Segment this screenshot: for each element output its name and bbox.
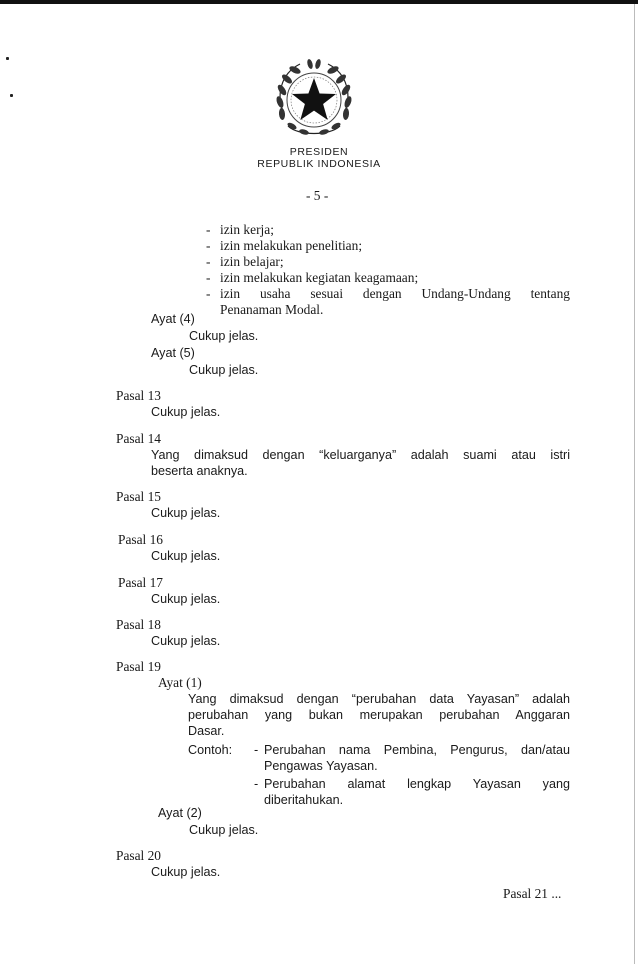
pasal-14-text-continuation: beserta anaknya. xyxy=(151,464,248,478)
list-item: izin kerja; xyxy=(220,222,274,237)
contoh-bullet: - xyxy=(254,777,259,791)
pasal-20-text: Cukup jelas. xyxy=(151,865,221,879)
contoh-label: Contoh: xyxy=(188,743,233,757)
pasal-20-heading: Pasal 20 xyxy=(116,848,162,863)
list-bullet: - xyxy=(206,254,211,269)
pasal-19-ayat-1-text: Yang dimaksud dengan “perubahan data Yayasan” adalah xyxy=(188,692,570,706)
list-bullet: - xyxy=(206,286,211,301)
ayat-5-text: Cukup jelas. xyxy=(189,363,259,377)
pasal-14-text: Yang dimaksud dengan “keluarganya” adalah suami atau istri xyxy=(151,448,570,462)
list-item: izin belajar; xyxy=(220,254,284,269)
contoh-item: Perubahan nama Pembina, Pengurus, dan/atau xyxy=(264,743,570,757)
next-page-catchword: Pasal 21 ... xyxy=(503,886,562,901)
list-bullet: - xyxy=(206,270,211,285)
pasal-18-text: Cukup jelas. xyxy=(151,634,221,648)
pasal-17-heading: Pasal 17 xyxy=(118,575,164,590)
contoh-item: Perubahan alamat lengkap Yayasan yang xyxy=(264,777,570,791)
pasal-16-heading: Pasal 16 xyxy=(118,532,164,547)
list-item: izin melakukan penelitian; xyxy=(220,238,363,253)
pasal-19-ayat-1-label: Ayat (1) xyxy=(158,675,202,690)
margin-mark xyxy=(6,57,9,60)
pasal-19-ayat-2-text: Cukup jelas. xyxy=(189,823,259,837)
pasal-13-heading: Pasal 13 xyxy=(116,388,162,403)
ayat-4-text: Cukup jelas. xyxy=(189,329,259,343)
pasal-18-heading: Pasal 18 xyxy=(116,617,162,632)
page-number: - 5 - xyxy=(306,188,329,203)
list-item: izin melakukan kegiatan keagamaan; xyxy=(220,270,419,285)
pasal-15-heading: Pasal 15 xyxy=(116,489,162,504)
contoh-bullet: - xyxy=(254,743,259,757)
pasal-19-ayat-1-text: Dasar. xyxy=(188,724,225,738)
list-bullet: - xyxy=(206,238,211,253)
top-border-line xyxy=(0,0,638,4)
header-subtitle: REPUBLIK INDONESIA xyxy=(257,158,381,170)
presidential-emblem xyxy=(270,56,358,142)
pasal-14-heading: Pasal 14 xyxy=(116,431,162,446)
list-item-continuation: Penanaman Modal. xyxy=(220,302,324,317)
margin-mark xyxy=(10,94,13,97)
pasal-13-text: Cukup jelas. xyxy=(151,405,221,419)
pasal-19-ayat-1-text: perubahan yang bukan merupakan perubahan Anggaran xyxy=(188,708,570,722)
ayat-5-label: Ayat (5) xyxy=(151,346,195,360)
pasal-17-text: Cukup jelas. xyxy=(151,592,221,606)
ayat-4-label: Ayat (4) xyxy=(151,312,195,326)
contoh-item-continuation: diberitahukan. xyxy=(264,793,344,807)
pasal-16-text: Cukup jelas. xyxy=(151,549,221,563)
pasal-19-heading: Pasal 19 xyxy=(116,659,162,674)
list-bullet: - xyxy=(206,222,211,237)
pasal-19-ayat-2-label: Ayat (2) xyxy=(158,806,202,820)
contoh-item-continuation: Pengawas Yayasan. xyxy=(264,759,378,773)
list-item: izin usaha sesuai dengan Undang-Undang tentang xyxy=(220,286,570,301)
header-title: PRESIDEN xyxy=(289,146,349,158)
pasal-15-text: Cukup jelas. xyxy=(151,506,221,520)
